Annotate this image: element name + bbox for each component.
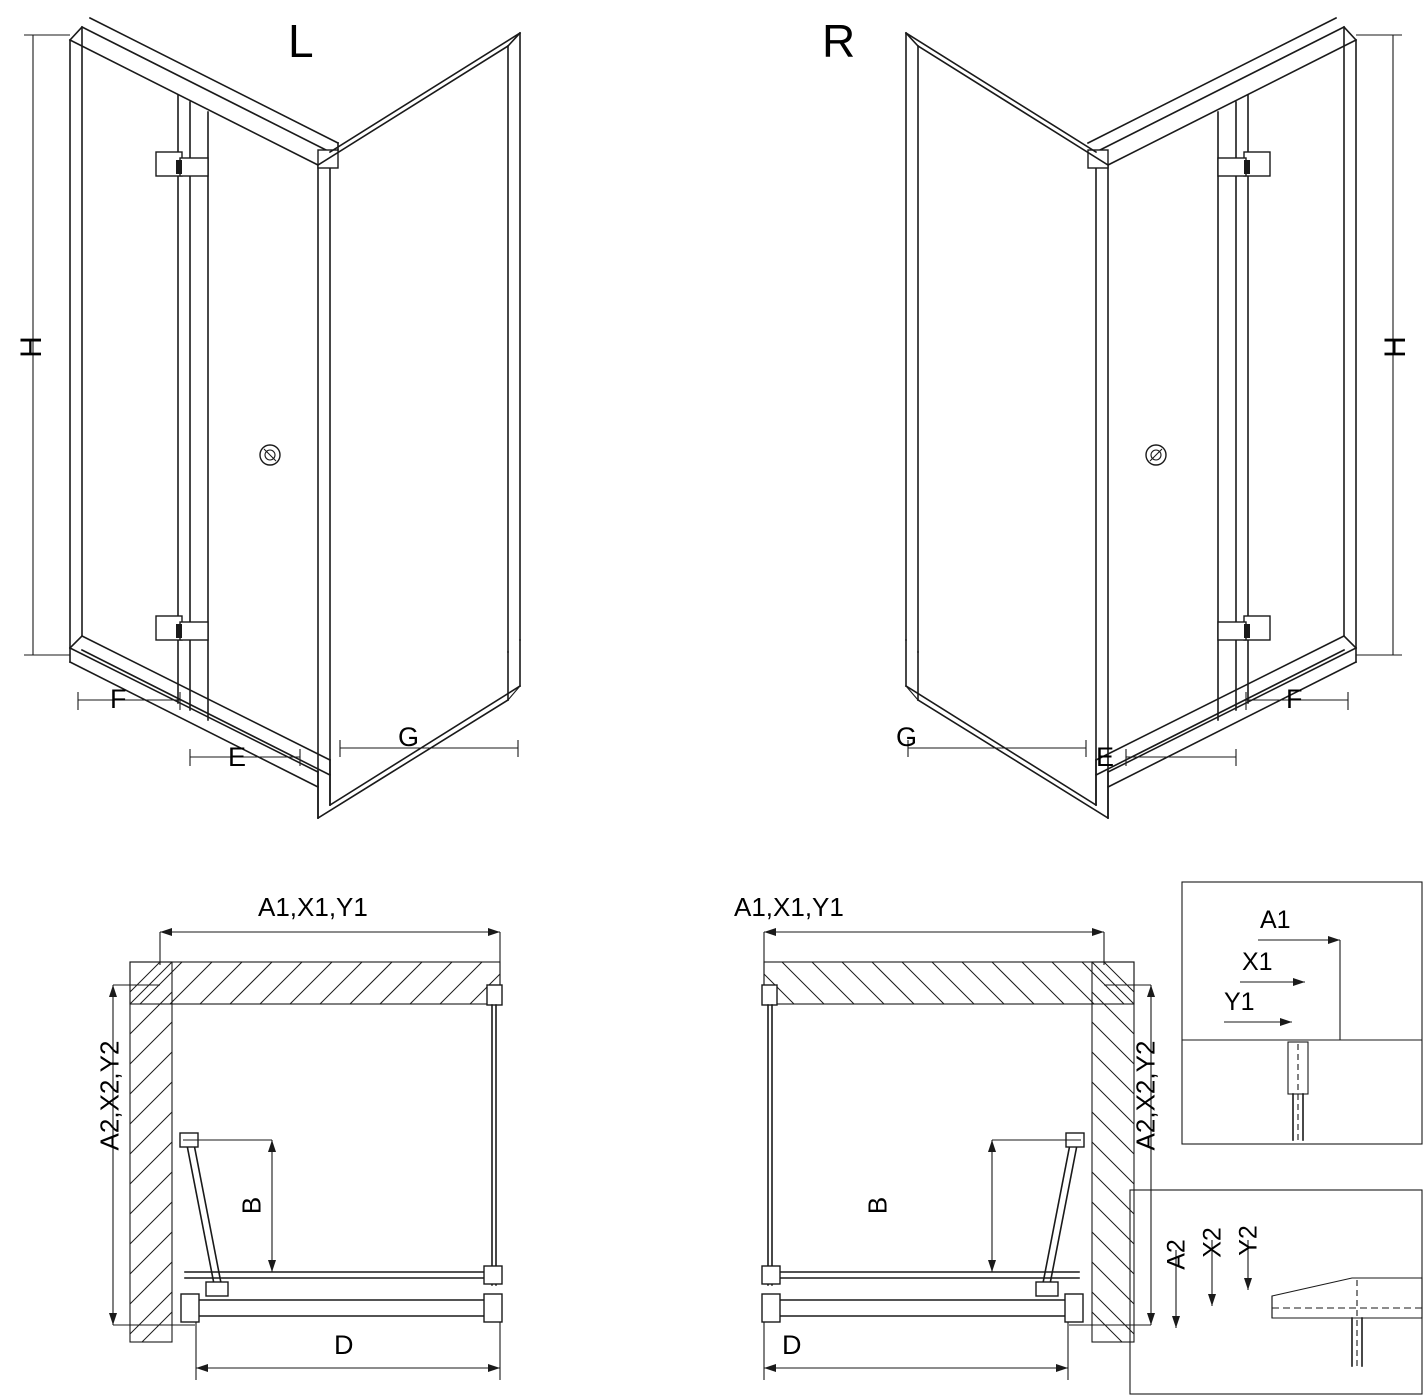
plan-right-bottom-label: D — [782, 1330, 802, 1360]
plan-right-width-label: A1,X1,Y1 — [734, 892, 844, 922]
plan-right-wall-top — [764, 962, 1134, 1004]
iso-right-view — [906, 18, 1402, 818]
iso-left-door-label: E — [228, 742, 247, 772]
plan-left-width-label: A1,X1,Y1 — [258, 892, 368, 922]
detail-top-box — [1182, 882, 1422, 1144]
detail-a2-label: A2 — [1162, 1239, 1191, 1270]
plan-right-bottom-track — [762, 1294, 1083, 1322]
iso-left-title: L — [288, 15, 314, 67]
detail-x2-label: X2 — [1198, 1227, 1227, 1258]
plan-right-wall-side — [1092, 962, 1134, 1342]
iso-right-side-panel-label: G — [896, 722, 918, 752]
plan-right-swing-label: B — [862, 1196, 893, 1215]
iso-right-door-label: E — [1096, 742, 1115, 772]
iso-right-title: R — [822, 15, 856, 67]
hinge-lower-right — [1218, 616, 1270, 640]
plan-right-front-glass — [762, 1266, 1079, 1284]
plan-right-depth-label: A2,X2,Y2 — [1130, 1040, 1161, 1151]
plan-left-wall-side — [130, 962, 172, 1342]
plan-left-side-glass — [487, 985, 502, 1285]
iso-left-side-panel-label: G — [398, 722, 420, 752]
iso-right-front-panel-label: F — [1286, 684, 1303, 714]
plan-left-swing-label: B — [236, 1196, 267, 1215]
plan-right-view — [762, 928, 1155, 1380]
hinge-upper-right — [1218, 152, 1270, 176]
plan-left-depth-label: A2,X2,Y2 — [94, 1040, 125, 1151]
plan-right-side-glass — [762, 985, 777, 1285]
detail-x1-label: X1 — [1242, 948, 1273, 976]
iso-right-height-label: H — [1379, 336, 1412, 358]
plan-left-bottom-label: D — [334, 1330, 354, 1360]
hinge-lower-left — [156, 616, 208, 640]
door-knob-right — [1146, 445, 1166, 465]
plan-left-view — [109, 928, 502, 1380]
plan-left-front-glass — [185, 1266, 502, 1284]
iso-left-view — [24, 18, 520, 818]
detail-y1-label: Y1 — [1224, 988, 1255, 1016]
plan-left-wall-top — [130, 962, 500, 1004]
plan-left-bottom-track — [181, 1294, 502, 1322]
detail-y2-label: Y2 — [1234, 1225, 1263, 1256]
iso-left-front-panel-label: F — [110, 684, 127, 714]
door-knob-left — [260, 445, 280, 465]
iso-left-height-label: H — [15, 336, 48, 358]
hinge-upper-left — [156, 152, 208, 176]
detail-a1-label: A1 — [1260, 906, 1291, 934]
plan-right-d-dimension — [764, 1322, 1068, 1380]
